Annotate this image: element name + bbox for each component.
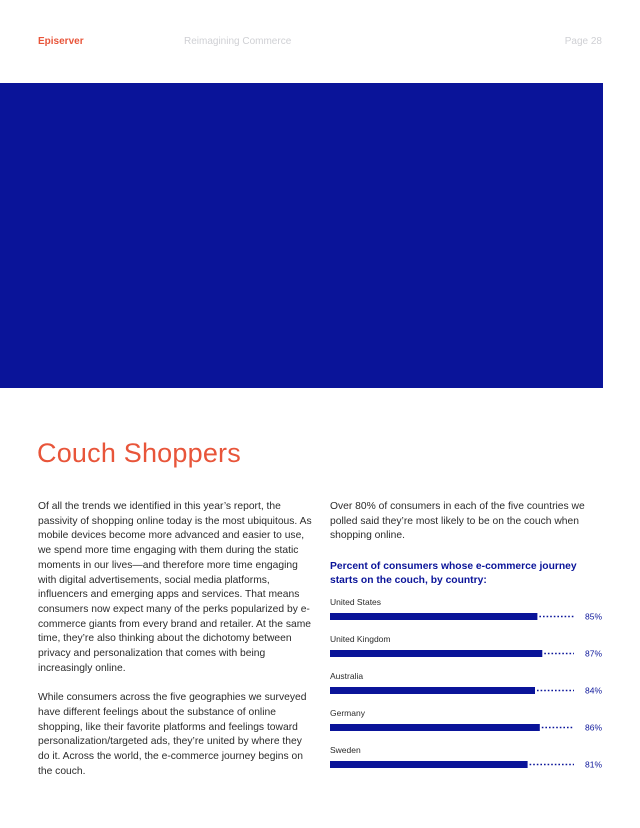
bar-australia	[330, 687, 535, 694]
category-label-sweden: Sweden	[330, 745, 361, 755]
category-label-united-kingdom: United Kingdom	[330, 634, 391, 644]
body-paragraph-1: Of all the trends we identified in this year’s report, the passivity of shopping online today is the most ubiquitous. As mobile devices become more advanced and easier to use, we spend more time engaging with them during the static moments in our lives—and therefore more time engaging with digital advertisements, social media platforms, influencers and emerging apps and services. That means consumers now expect many of the perks popularized by e-commerce giants from every brand and retailer. At the same time, they’re also thinking about the dichotomy between privacy and personalization that comes with being increasingly online.	[38, 501, 312, 674]
document-title: Reimagining Commerce	[184, 36, 292, 47]
value-label-united-states: 85%	[584, 611, 602, 622]
body-column-right	[330, 500, 602, 770]
body-column-left	[38, 500, 314, 794]
value-label-australia: 84%	[584, 685, 602, 696]
chart-title: Percent of consumers whose e-commerce journey starts on the couch, by country:	[330, 561, 577, 586]
bar-germany	[330, 724, 540, 731]
bar-united-kingdom	[330, 650, 542, 657]
value-label-united-kingdom: 87%	[584, 648, 602, 659]
page-number: Page 28	[564, 36, 602, 47]
category-label-australia: Australia	[330, 671, 364, 681]
bar-united-states	[330, 613, 537, 620]
bar-chart-svg	[330, 596, 602, 776]
intro-paragraph: Over 80% of consumers in each of the five countries we polled said they’re most likely to be on the couch when shopping online.	[330, 501, 585, 542]
category-label-united-states: United States	[330, 597, 382, 607]
value-label-sweden: 81%	[584, 759, 602, 770]
body-paragraph-2: While consumers across the five geographies we surveyed have different feelings about the substance of online shopping, like their favorite platforms and feelings toward personalization/targeted ads, they’re united by where they do it. Across the world, the e-commerce journey begins on the couch.	[38, 692, 307, 777]
brand-name: Episerver	[38, 36, 84, 47]
section-title: Couch Shoppers	[37, 438, 241, 468]
bar-sweden	[330, 761, 528, 768]
page-header	[38, 36, 602, 50]
bar-chart	[330, 596, 602, 776]
hero-image-block	[0, 83, 603, 388]
value-label-germany: 86%	[584, 722, 602, 733]
category-label-germany: Germany	[330, 708, 365, 718]
